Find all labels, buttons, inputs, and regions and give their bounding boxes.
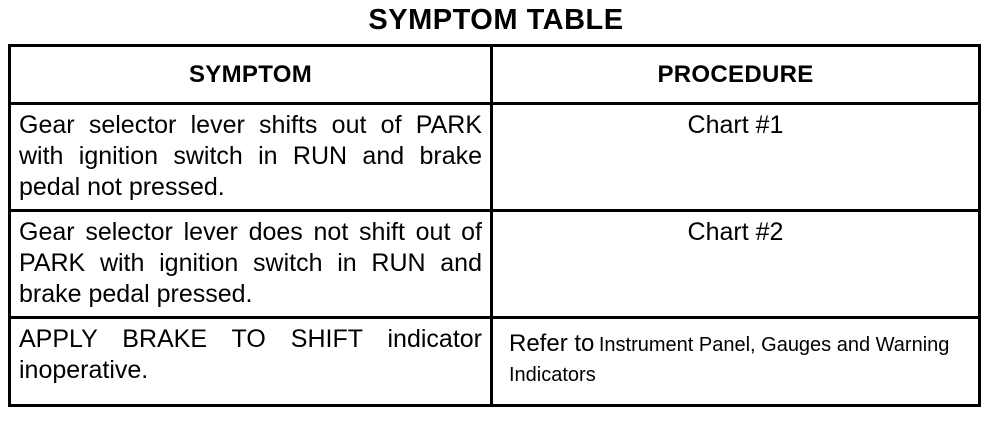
symptom-cell: Gear selector lever does not shift out of PARK with ignition switch in RUN and brake pedal pressed. [10,211,492,318]
symptom-table [8,44,981,407]
procedure-refer-to-label: Refer to [509,330,595,357]
symptom-cell: APPLY BRAKE TO SHIFT indicator inoperative. [10,318,492,406]
column-header-procedure: PROCEDURE [492,46,980,104]
page-title: SYMPTOM TABLE [368,4,624,36]
column-header-symptom: SYMPTOM [10,46,492,104]
table-row [10,104,980,211]
procedure-cell [492,318,980,406]
procedure-cell: Chart #2 [492,211,980,318]
table-row [10,318,980,406]
table-header-row [10,46,980,104]
procedure-reference-link: Instrument Panel, Gauges and Warning Indicators [509,334,950,386]
procedure-cell: Chart #1 [492,104,980,211]
table-row [10,211,980,318]
symptom-cell: Gear selector lever shifts out of PARK with ignition switch in RUN and brake pedal not pressed. [10,104,492,211]
